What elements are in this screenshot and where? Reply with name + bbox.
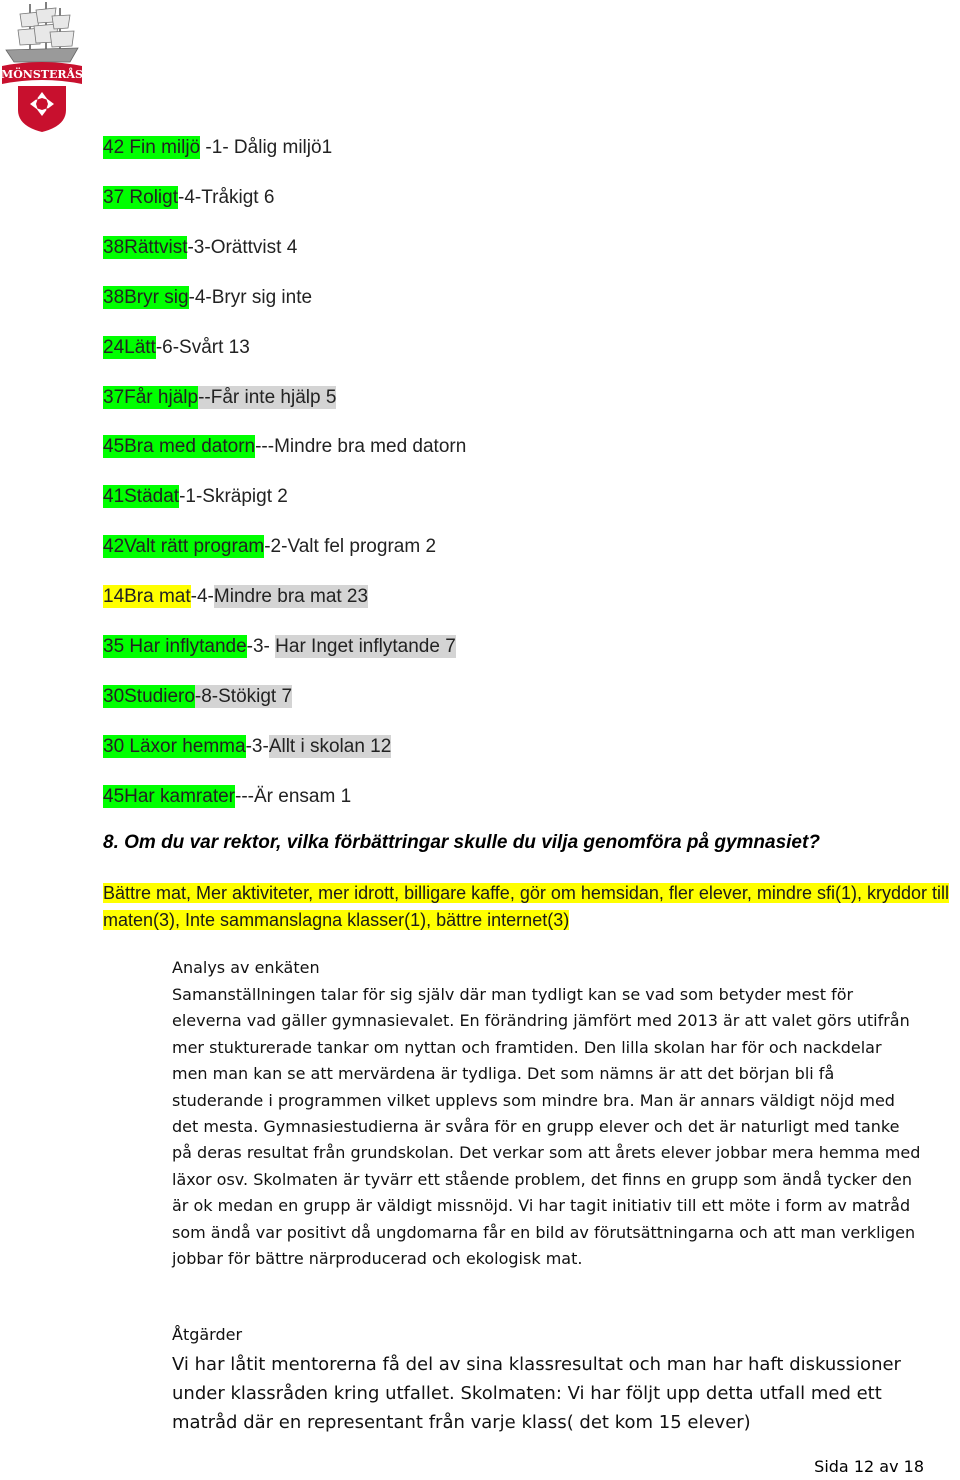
rating-row bbox=[103, 186, 274, 209]
rating-row-part: Har Inget inflytande 7 bbox=[275, 636, 456, 657]
analysis-paragraph: Samanställningen talar för sig själv där man tydligt kan se vad som betyder mest för eleverna vad gäller gymnasievalet. En förändring jämfört med 2013 är att valet görs utifrån mer stukturerade tankar om nyttan och framtiden. Den lilla skolan har för och nackdelar men man kan se att mervärdena är tydliga. Det som nämns är att det början bli få studerande i programmen vilket upplevs som mindre bra. Man är annars väldigt nöjd med det mesta. Gymnasiestudierna är svåra för en grupp elever och det är naturligt med tanke på deras resultat från grundskolan. Det verkar som att årets elever jobbar mera hemma med läxor osv. Skolmaten är tyvärr ett stående problem, det finns en grupp som ändå tycker den är ok medan en grupp är väldigt missnöjd. Vi har tagit initiativ till ett möte i form av matråd som ändå var positivt då ungdomarna får en bild av förutsättningarna och att man verkligen jobbar för bättre närproducerad och ekologisk mat. bbox=[172, 985, 921, 1269]
atgarder-heading: Åtgärder bbox=[172, 1325, 243, 1344]
rating-row bbox=[103, 386, 336, 409]
footer-label: Sida bbox=[814, 1457, 849, 1476]
rating-row bbox=[103, 136, 332, 159]
rating-row-part: 35 Har inflytande bbox=[103, 636, 247, 657]
rating-row-part: 42 Fin miljö bbox=[103, 137, 201, 158]
rating-row-part: 24Lätt bbox=[103, 336, 156, 358]
rating-row-part: --Får inte hjälp 5 bbox=[198, 386, 337, 408]
rating-row-part: -3- bbox=[245, 735, 269, 757]
rating-row-part: ---Är ensam 1 bbox=[235, 785, 352, 807]
rating-row-part: 37Får hjälp bbox=[103, 386, 199, 408]
rating-row bbox=[103, 286, 312, 309]
ship-logo-icon bbox=[0, 0, 84, 134]
school-logo bbox=[0, 0, 84, 134]
rating-row bbox=[103, 236, 297, 259]
question-heading: 8. Om du var rektor, vilka förbättringar skulle du vilja genomföra på gymnasiet? bbox=[103, 832, 820, 853]
rating-row bbox=[103, 336, 250, 359]
rating-row-part: 30 Läxor hemma bbox=[103, 735, 246, 757]
answer-text bbox=[103, 880, 959, 934]
rating-row-part: 45Bra med datorn bbox=[103, 436, 256, 458]
rating-row-part: 14Bra mat bbox=[103, 586, 191, 608]
rating-row-part: -3-Orättvist 4 bbox=[187, 236, 298, 258]
rating-row-part: Mindre bra mat 23 bbox=[213, 586, 369, 608]
rating-row-part: 37 Roligt bbox=[103, 186, 178, 208]
rating-row-part: -3- bbox=[246, 636, 276, 657]
rating-row-part: 30Studiero bbox=[103, 685, 195, 707]
rating-row-part: Allt i skolan 12 bbox=[268, 735, 392, 757]
rating-row bbox=[103, 435, 466, 458]
rating-row bbox=[103, 485, 288, 508]
rating-row-part: -1-Skräpigt 2 bbox=[179, 486, 288, 508]
rating-row bbox=[103, 635, 456, 658]
rating-row-part: ---Mindre bra med datorn bbox=[255, 436, 467, 458]
rating-row-part: -8-Stökigt 7 bbox=[194, 685, 293, 707]
rating-row-part: -4- bbox=[190, 586, 214, 608]
rating-row-part: 38Rättvist bbox=[103, 236, 188, 258]
rating-row-part: -1- Dålig miljö1 bbox=[200, 137, 333, 158]
rating-row-part: 45Har kamrater bbox=[103, 785, 235, 807]
footer-of: av bbox=[879, 1457, 899, 1476]
rating-row-part: -6-Svårt 13 bbox=[155, 336, 250, 358]
rating-row-part: 41Städat bbox=[103, 486, 180, 508]
rating-row-part: 42Valt rätt program bbox=[103, 536, 265, 558]
logo-text: MÖNSTERÅS bbox=[1, 68, 83, 81]
analysis-heading: Analys av enkäten bbox=[172, 958, 320, 977]
rating-row bbox=[103, 535, 436, 558]
rating-row-part: -4-Bryr sig inte bbox=[188, 286, 313, 308]
rating-row bbox=[103, 585, 368, 608]
page-footer bbox=[814, 1457, 924, 1476]
atgarder-paragraph: Vi har låtit mentorerna få del av sina klassresultat och man har haft diskussioner under klassråden kring utfallet. Skolmaten: Vi har följt upp detta utfall med ett matråd där en representant från varje klass( det kom 15 elever) bbox=[172, 1354, 901, 1433]
rating-row-part: 38Bryr sig bbox=[103, 286, 189, 308]
rating-row-part: -2-Valt fel program 2 bbox=[264, 536, 437, 558]
answer-highlight: Bättre mat, Mer aktiviteter, mer idrott, billigare kaffe, gör om hemsidan, fler elever, mindre sfi(1), kryddor till maten(3), Inte sammanslagna klasser(1), bättre internet(3) bbox=[103, 883, 949, 930]
rating-row bbox=[103, 685, 292, 708]
rating-row bbox=[103, 785, 351, 808]
footer-total-pages: 18 bbox=[903, 1457, 924, 1476]
rating-row bbox=[103, 735, 391, 758]
footer-page-number: 12 bbox=[853, 1457, 875, 1476]
rating-row-part: -4-Tråkigt 6 bbox=[178, 186, 275, 208]
